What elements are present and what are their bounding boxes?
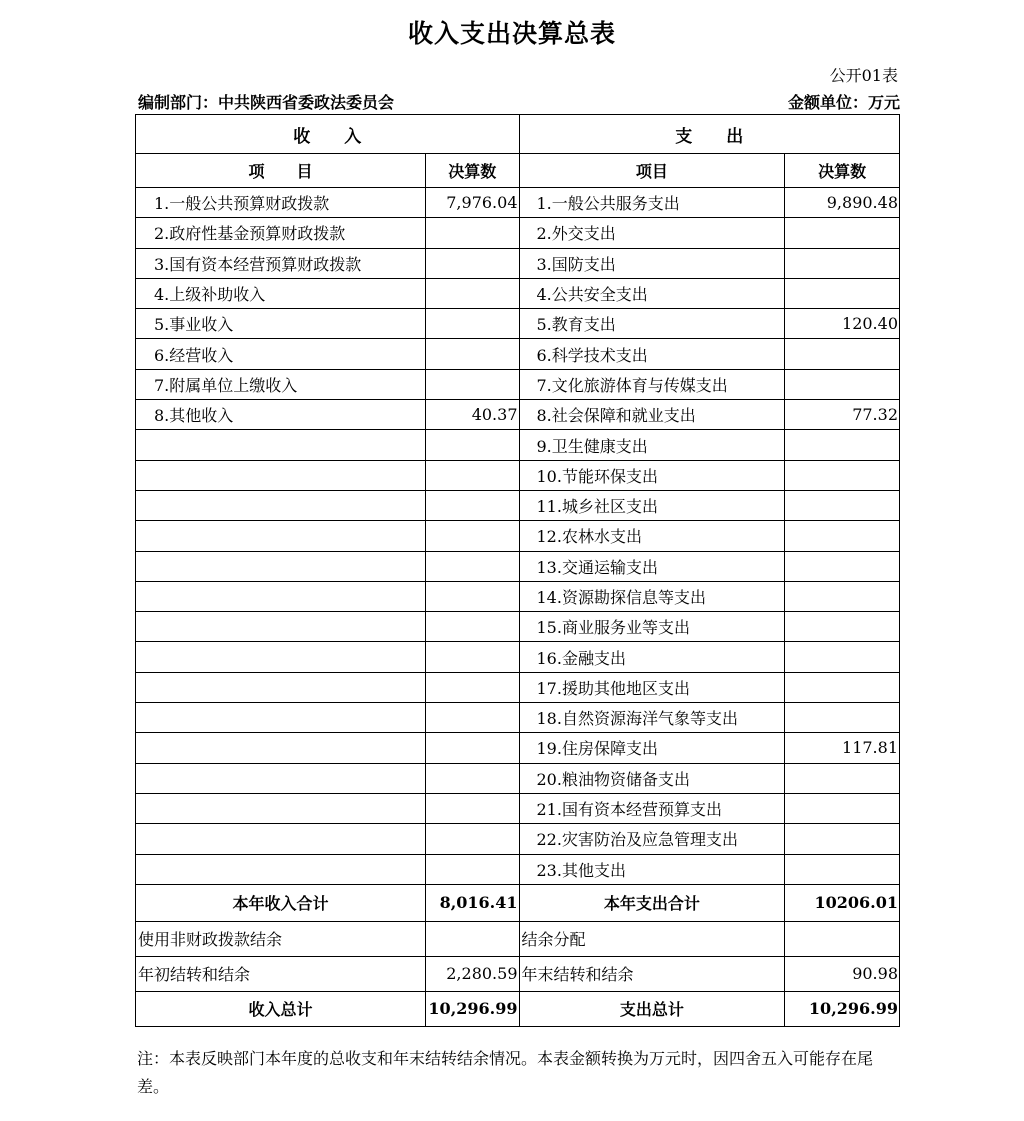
- income-extra-label: 年初结转和结余: [136, 956, 426, 991]
- expense-item-cell: 7.文化旅游体育与传媒支出: [519, 369, 785, 399]
- expense-item-cell: 3.国防支出: [519, 248, 785, 278]
- income-amount-cell: [425, 521, 519, 551]
- expense-amount-cell: [785, 824, 900, 854]
- expense-item-cell: 18.自然资源海洋气象等支出: [519, 703, 785, 733]
- expense-amount-cell: [785, 763, 900, 793]
- expense-amount-cell: [785, 278, 900, 308]
- table-row: [136, 612, 900, 642]
- table-row: [136, 400, 900, 430]
- table-row: [136, 248, 900, 278]
- expense-item-cell: 13.交通运输支出: [519, 551, 785, 581]
- income-item-cell: 7.附属单位上缴收入: [136, 369, 426, 399]
- expense-amount-cell: [785, 612, 900, 642]
- amount-unit-label: 金额单位：万元: [787, 93, 900, 112]
- income-item-cell: [136, 703, 426, 733]
- expense-item-cell: 20.粮油物资储备支出: [519, 763, 785, 793]
- section-header-row: [136, 115, 900, 154]
- income-item-cell: 8.其他收入: [136, 400, 426, 430]
- expense-item-cell: 23.其他支出: [519, 854, 785, 884]
- income-item-header: 项 目: [136, 154, 426, 188]
- income-amount-cell: [425, 733, 519, 763]
- expense-amount-cell: [785, 672, 900, 702]
- expense-amount-cell: [785, 339, 900, 369]
- expense-item-cell: 17.援助其他地区支出: [519, 672, 785, 702]
- income-amount-cell: [425, 430, 519, 460]
- year-income-total-value: 8,016.41: [425, 884, 519, 921]
- grand-income-total-value: 10,296.99: [425, 991, 519, 1026]
- expense-amount-cell: [785, 218, 900, 248]
- income-amount-cell: 7,976.04: [425, 188, 519, 218]
- table-row: [136, 551, 900, 581]
- income-item-cell: 5.事业收入: [136, 309, 426, 339]
- table-row: [136, 824, 900, 854]
- expense-item-cell: 4.公共安全支出: [519, 278, 785, 308]
- income-item-cell: [136, 612, 426, 642]
- grand-expense-total-value: 10,296.99: [785, 991, 900, 1026]
- table-row: [136, 309, 900, 339]
- income-item-cell: 6.经营收入: [136, 339, 426, 369]
- table-row: [136, 672, 900, 702]
- year-income-total-label: 本年收入合计: [136, 884, 426, 921]
- expense-item-cell: 6.科学技术支出: [519, 339, 785, 369]
- income-amount-cell: 40.37: [425, 400, 519, 430]
- table-row: [136, 339, 900, 369]
- table-row: [136, 703, 900, 733]
- income-item-cell: [136, 763, 426, 793]
- table-row: [136, 521, 900, 551]
- expense-amount-cell: [785, 490, 900, 520]
- page-title: 收入支出决算总表: [407, 19, 616, 48]
- expense-extra-label: 结余分配: [519, 921, 785, 956]
- table-row: [136, 733, 900, 763]
- grand-income-total-label: 收入总计: [136, 991, 426, 1026]
- income-item-cell: [136, 854, 426, 884]
- income-extra-value: 2,280.59: [425, 956, 519, 991]
- income-item-cell: [136, 521, 426, 551]
- income-amount-cell: [425, 703, 519, 733]
- expense-item-cell: 9.卫生健康支出: [519, 430, 785, 460]
- income-amount-cell: [425, 369, 519, 399]
- income-amount-cell: [425, 763, 519, 793]
- income-amount-cell: [425, 824, 519, 854]
- income-amount-header: 决算数: [425, 154, 519, 188]
- expense-amount-cell: [785, 793, 900, 823]
- expense-amount-cell: 9,890.48: [785, 188, 900, 218]
- income-amount-cell: [425, 551, 519, 581]
- income-amount-cell: [425, 854, 519, 884]
- income-item-cell: [136, 672, 426, 702]
- carryover-row: [136, 956, 900, 991]
- expense-amount-cell: [785, 854, 900, 884]
- expense-item-cell: 16.金融支出: [519, 642, 785, 672]
- income-item-cell: [136, 490, 426, 520]
- income-item-cell: [136, 793, 426, 823]
- expense-item-cell: 1.一般公共服务支出: [519, 188, 785, 218]
- year-total-row: [136, 884, 900, 921]
- expense-amount-cell: [785, 551, 900, 581]
- income-amount-cell: [425, 460, 519, 490]
- expense-item-cell: 11.城乡社区支出: [519, 490, 785, 520]
- income-item-cell: 4.上级补助收入: [136, 278, 426, 308]
- expense-item-cell: 5.教育支出: [519, 309, 785, 339]
- income-extra-value: [425, 921, 519, 956]
- expense-amount-cell: [785, 460, 900, 490]
- expense-amount-cell: 120.40: [785, 309, 900, 339]
- table-row: [136, 188, 900, 218]
- income-amount-cell: [425, 793, 519, 823]
- income-expense-table: [135, 114, 900, 1027]
- expense-amount-cell: 77.32: [785, 400, 900, 430]
- expense-amount-cell: [785, 430, 900, 460]
- carryover-row: [136, 921, 900, 956]
- income-amount-cell: [425, 490, 519, 520]
- expense-item-cell: 14.资源勘探信息等支出: [519, 581, 785, 611]
- income-item-cell: 3.国有资本经营预算财政拨款: [136, 248, 426, 278]
- expense-amount-cell: [785, 642, 900, 672]
- expense-amount-cell: 117.81: [785, 733, 900, 763]
- footnote: 注：本表反映部门本年度的总收支和年末结转结余情况。本表金额转换为万元时，因四舍五入可能存在尾差。: [137, 1049, 874, 1096]
- expense-extra-label: 年末结转和结余: [519, 956, 785, 991]
- grand-total-row: [136, 991, 900, 1026]
- expense-amount-cell: [785, 248, 900, 278]
- income-amount-cell: [425, 278, 519, 308]
- expense-amount-cell: [785, 369, 900, 399]
- table-row: [136, 642, 900, 672]
- income-amount-cell: [425, 672, 519, 702]
- income-amount-cell: [425, 642, 519, 672]
- income-amount-cell: [425, 218, 519, 248]
- expense-item-cell: 21.国有资本经营预算支出: [519, 793, 785, 823]
- income-item-cell: [136, 642, 426, 672]
- income-item-cell: [136, 460, 426, 490]
- form-number: 公开01表: [829, 66, 898, 85]
- table-row: [136, 430, 900, 460]
- table-row: [136, 460, 900, 490]
- expense-section-header: 支 出: [519, 115, 900, 154]
- income-section-header: 收 入: [136, 115, 520, 154]
- income-item-cell: 1.一般公共预算财政拨款: [136, 188, 426, 218]
- expense-amount-cell: [785, 521, 900, 551]
- table-row: [136, 218, 900, 248]
- table-row: [136, 581, 900, 611]
- income-item-cell: [136, 551, 426, 581]
- expense-item-cell: 10.节能环保支出: [519, 460, 785, 490]
- column-header-row: [136, 154, 900, 188]
- income-extra-label: 使用非财政拨款结余: [136, 921, 426, 956]
- expense-item-cell: 19.住房保障支出: [519, 733, 785, 763]
- income-item-cell: 2.政府性基金预算财政拨款: [136, 218, 426, 248]
- table-row: [136, 278, 900, 308]
- income-amount-cell: [425, 309, 519, 339]
- expense-amount-cell: [785, 581, 900, 611]
- income-item-cell: [136, 824, 426, 854]
- expense-amount-cell: [785, 703, 900, 733]
- income-amount-cell: [425, 339, 519, 369]
- grand-expense-total-label: 支出总计: [519, 991, 785, 1026]
- expense-extra-value: 90.98: [785, 956, 900, 991]
- table-row: [136, 490, 900, 520]
- expense-item-header: 项目: [519, 154, 785, 188]
- income-item-cell: [136, 430, 426, 460]
- income-amount-cell: [425, 581, 519, 611]
- table-row: [136, 854, 900, 884]
- income-amount-cell: [425, 248, 519, 278]
- expense-item-cell: 22.灾害防治及应急管理支出: [519, 824, 785, 854]
- income-item-cell: [136, 581, 426, 611]
- expense-item-cell: 8.社会保障和就业支出: [519, 400, 785, 430]
- expense-item-cell: 15.商业服务业等支出: [519, 612, 785, 642]
- expense-amount-header: 决算数: [785, 154, 900, 188]
- expense-item-cell: 12.农林水支出: [519, 521, 785, 551]
- table-row: [136, 793, 900, 823]
- expense-extra-value: [785, 921, 900, 956]
- income-amount-cell: [425, 612, 519, 642]
- table-row: [136, 369, 900, 399]
- year-expense-total-label: 本年支出合计: [519, 884, 785, 921]
- table-row: [136, 763, 900, 793]
- expense-item-cell: 2.外交支出: [519, 218, 785, 248]
- year-expense-total-value: 10206.01: [785, 884, 900, 921]
- department-label: 编制部门：中共陕西省委政法委员会: [138, 93, 395, 112]
- income-item-cell: [136, 733, 426, 763]
